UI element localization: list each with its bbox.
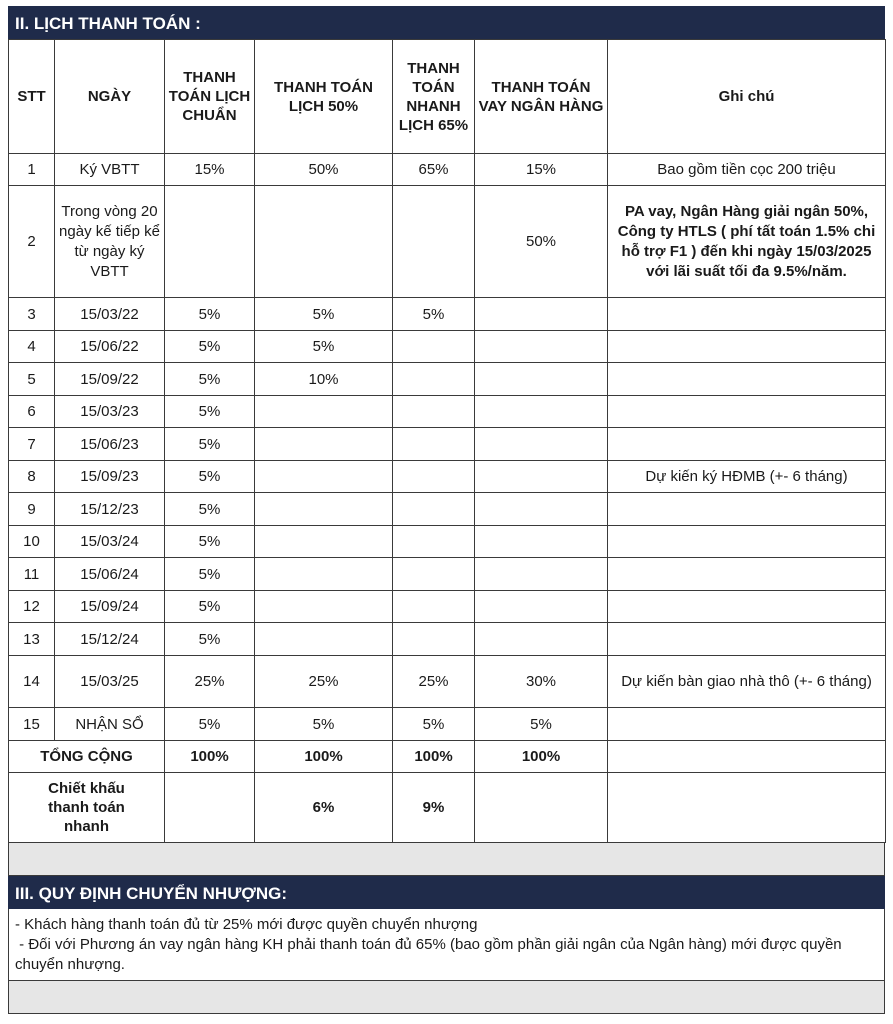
cell-stt: 2 — [9, 186, 55, 298]
cell-standard: 5% — [165, 526, 255, 558]
discount-standard — [165, 773, 255, 843]
total-label: TỔNG CỘNG — [9, 741, 165, 773]
spacer-bar — [8, 843, 885, 876]
header-50: THANH TOÁN LỊCH 50% — [255, 40, 393, 154]
cell-note: Dự kiến ký HĐMB (+- 6 tháng) — [608, 461, 886, 493]
cell-50 — [255, 461, 393, 493]
cell-date: 15/06/24 — [55, 558, 165, 591]
cell-50 — [255, 526, 393, 558]
cell-date: 15/12/24 — [55, 623, 165, 656]
cell-bank-loan: 50% — [475, 186, 608, 298]
table-row — [9, 331, 886, 363]
cell-bank-loan — [475, 493, 608, 526]
cell-50: 50% — [255, 154, 393, 186]
cell-bank-loan — [475, 363, 608, 396]
header-standard: THANH TOÁN LỊCH CHUẨN — [165, 40, 255, 154]
table-row — [9, 708, 886, 741]
cell-bank-loan — [475, 591, 608, 623]
total-note — [608, 741, 886, 773]
cell-bank-loan: 30% — [475, 656, 608, 708]
payment-document — [8, 6, 885, 1018]
cell-note — [608, 331, 886, 363]
discount-fast-65: 9% — [393, 773, 475, 843]
cell-fast-65 — [393, 461, 475, 493]
cell-standard: 5% — [165, 363, 255, 396]
cell-bank-loan — [475, 396, 608, 428]
cell-date: 15/09/23 — [55, 461, 165, 493]
cell-date: 15/03/23 — [55, 396, 165, 428]
cell-date: 15/09/24 — [55, 591, 165, 623]
cell-stt: 9 — [9, 493, 55, 526]
cell-date: 15/03/25 — [55, 656, 165, 708]
cell-bank-loan — [475, 331, 608, 363]
cell-50 — [255, 428, 393, 461]
cell-50 — [255, 186, 393, 298]
discount-row — [9, 773, 886, 843]
cell-50 — [255, 396, 393, 428]
cell-50 — [255, 623, 393, 656]
cell-standard: 15% — [165, 154, 255, 186]
total-standard: 100% — [165, 741, 255, 773]
cell-fast-65 — [393, 396, 475, 428]
cell-fast-65 — [393, 526, 475, 558]
cell-date: Ký VBTT — [55, 154, 165, 186]
cell-bank-loan — [475, 623, 608, 656]
cell-standard: 25% — [165, 656, 255, 708]
cell-stt: 10 — [9, 526, 55, 558]
cell-50 — [255, 558, 393, 591]
cell-fast-65 — [393, 591, 475, 623]
cell-fast-65 — [393, 186, 475, 298]
cell-stt: 15 — [9, 708, 55, 741]
table-row — [9, 428, 886, 461]
discount-note — [608, 773, 886, 843]
cell-note — [608, 708, 886, 741]
cell-date: 15/09/22 — [55, 363, 165, 396]
cell-fast-65 — [393, 623, 475, 656]
cell-bank-loan — [475, 526, 608, 558]
cell-note — [608, 558, 886, 591]
footer-bar — [8, 981, 885, 1014]
table-row — [9, 656, 886, 708]
cell-standard: 5% — [165, 708, 255, 741]
cell-50: 10% — [255, 363, 393, 396]
cell-standard: 5% — [165, 558, 255, 591]
cell-standard: 5% — [165, 298, 255, 331]
cell-date: 15/03/24 — [55, 526, 165, 558]
cell-standard — [165, 186, 255, 298]
table-row — [9, 363, 886, 396]
section-title-transfer-rules: III. QUY ĐỊNH CHUYỂN NHƯỢNG: — [8, 876, 885, 909]
cell-stt: 7 — [9, 428, 55, 461]
cell-standard: 5% — [165, 591, 255, 623]
table-row — [9, 526, 886, 558]
cell-fast-65: 5% — [393, 708, 475, 741]
cell-fast-65 — [393, 363, 475, 396]
cell-note: Bao gồm tiền cọc 200 triệu — [608, 154, 886, 186]
cell-stt: 4 — [9, 331, 55, 363]
cell-50: 5% — [255, 298, 393, 331]
cell-standard: 5% — [165, 493, 255, 526]
table-row — [9, 591, 886, 623]
table-row — [9, 154, 886, 186]
cell-fast-65: 25% — [393, 656, 475, 708]
cell-stt: 13 — [9, 623, 55, 656]
cell-stt: 11 — [9, 558, 55, 591]
table-row — [9, 461, 886, 493]
cell-50: 5% — [255, 708, 393, 741]
cell-standard: 5% — [165, 623, 255, 656]
rule-line: - Đối với Phương án vay ngân hàng KH phải thanh toán đủ 65% (bao gồm phần giải ngân của Ngân hàng) mới được quyền chuyển nhượng. — [15, 936, 846, 973]
cell-bank-loan: 5% — [475, 708, 608, 741]
total-row — [9, 741, 886, 773]
transfer-rules — [8, 909, 885, 981]
cell-stt: 14 — [9, 656, 55, 708]
header-date: NGÀY — [55, 40, 165, 154]
cell-note — [608, 493, 886, 526]
discount-bank-loan — [475, 773, 608, 843]
header-bank-loan: THANH TOÁN VAY NGÂN HÀNG — [475, 40, 608, 154]
cell-bank-loan — [475, 558, 608, 591]
rule-line: - Khách hàng thanh toán đủ từ 25% mới được quyền chuyển nhượng — [15, 916, 478, 933]
cell-standard: 5% — [165, 331, 255, 363]
cell-date: 15/06/22 — [55, 331, 165, 363]
table-row — [9, 558, 886, 591]
cell-note: PA vay, Ngân Hàng giải ngân 50%, Công ty HTLS ( phí tất toán 1.5% chi hỗ trợ F1 ) đến khi ngày 15/03/2025 với lãi suất tối đa 9.5%/năm. — [608, 186, 886, 298]
table-row — [9, 493, 886, 526]
cell-note — [608, 363, 886, 396]
cell-date: Trong vòng 20 ngày kế tiếp kể từ ngày ký VBTT — [55, 186, 165, 298]
cell-date: 15/06/23 — [55, 428, 165, 461]
cell-standard: 5% — [165, 396, 255, 428]
cell-bank-loan: 15% — [475, 154, 608, 186]
cell-note — [608, 298, 886, 331]
cell-stt: 5 — [9, 363, 55, 396]
header-note: Ghi chú — [608, 40, 886, 154]
cell-standard: 5% — [165, 428, 255, 461]
cell-fast-65: 65% — [393, 154, 475, 186]
cell-note — [608, 526, 886, 558]
cell-50 — [255, 493, 393, 526]
cell-50: 25% — [255, 656, 393, 708]
total-50: 100% — [255, 741, 393, 773]
cell-bank-loan — [475, 298, 608, 331]
table-row — [9, 396, 886, 428]
cell-fast-65: 5% — [393, 298, 475, 331]
payment-schedule-table — [8, 39, 886, 843]
cell-date: 15/12/23 — [55, 493, 165, 526]
cell-note: Dự kiến bàn giao nhà thô (+- 6 tháng) — [608, 656, 886, 708]
cell-date: NHẬN SỔ — [55, 708, 165, 741]
cell-note — [608, 623, 886, 656]
cell-note — [608, 591, 886, 623]
cell-fast-65 — [393, 493, 475, 526]
cell-fast-65 — [393, 331, 475, 363]
cell-note — [608, 396, 886, 428]
cell-bank-loan — [475, 461, 608, 493]
total-bank-loan: 100% — [475, 741, 608, 773]
table-row — [9, 623, 886, 656]
cell-fast-65 — [393, 558, 475, 591]
cell-stt: 8 — [9, 461, 55, 493]
table-row — [9, 298, 886, 331]
cell-note — [608, 428, 886, 461]
total-fast-65: 100% — [393, 741, 475, 773]
cell-stt: 6 — [9, 396, 55, 428]
cell-50: 5% — [255, 331, 393, 363]
header-stt: STT — [9, 40, 55, 154]
cell-date: 15/03/22 — [55, 298, 165, 331]
discount-50: 6% — [255, 773, 393, 843]
table-row — [9, 186, 886, 298]
cell-fast-65 — [393, 428, 475, 461]
cell-standard: 5% — [165, 461, 255, 493]
cell-bank-loan — [475, 428, 608, 461]
cell-stt: 12 — [9, 591, 55, 623]
table-header-row — [9, 40, 886, 154]
cell-50 — [255, 591, 393, 623]
section-title-payment-schedule: II. LỊCH THANH TOÁN : — [8, 6, 885, 39]
discount-label: Chiết khấu thanh toán nhanh — [9, 773, 165, 843]
header-fast-65: THANH TOÁN NHANH LỊCH 65% — [393, 40, 475, 154]
cell-stt: 1 — [9, 154, 55, 186]
cell-stt: 3 — [9, 298, 55, 331]
